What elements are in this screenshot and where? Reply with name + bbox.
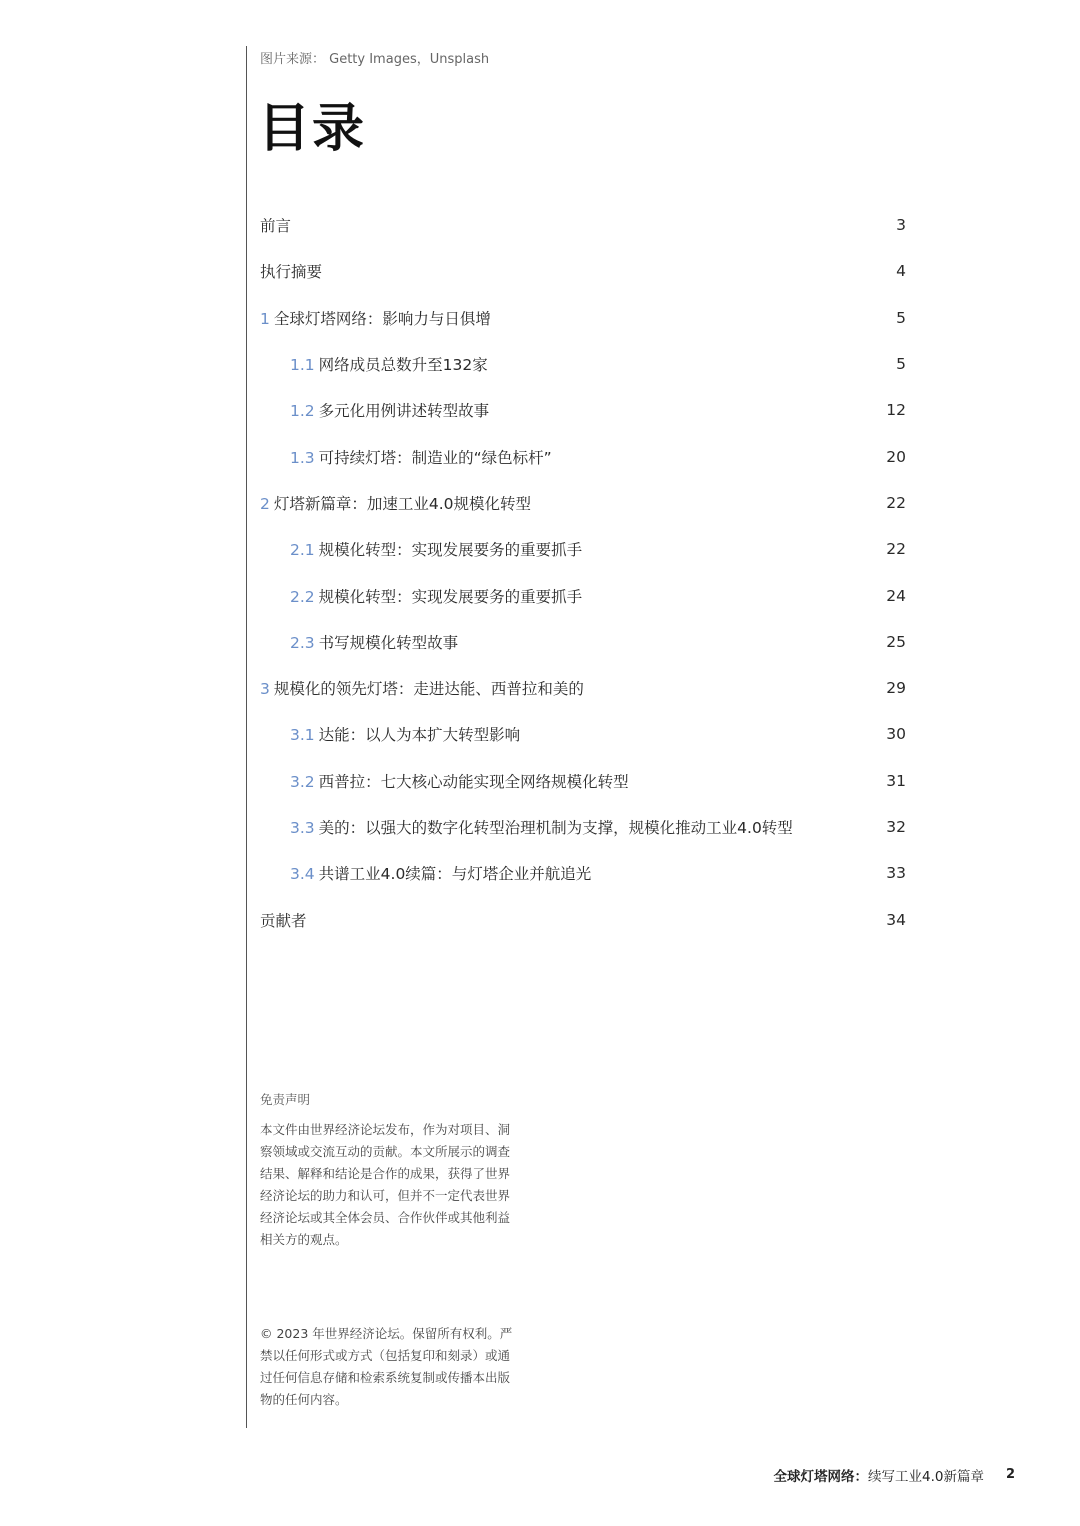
toc-entry-label	[260, 631, 458, 653]
toc-section-title: 可持续灯塔：制造业的“绿色标杆”	[318, 448, 552, 467]
toc-entry[interactable]	[260, 758, 906, 804]
toc-entry[interactable]	[260, 804, 906, 850]
toc-entry[interactable]	[260, 387, 906, 433]
toc-page-number: 22	[886, 540, 906, 559]
toc-page-number: 30	[886, 725, 906, 744]
toc-entry[interactable]	[260, 711, 906, 757]
toc-section-title: 多元化用例讲述转型故事	[318, 402, 490, 421]
toc-entry-label	[260, 723, 520, 745]
toc-entry-label	[260, 585, 582, 607]
toc-section-number: 1	[260, 309, 270, 328]
toc-entry[interactable]	[260, 572, 906, 618]
disclaimer-body: 本文件由世界经济论坛发布，作为对项目、洞察领域或交流互动的贡献。本文所展示的调查结果、解释和结论是合作的成果，获得了世界经济论坛的助力和认可，但并不一定代表世界经济论坛或其全体会员、合作伙伴或其他利益相关方的观点。	[260, 1122, 511, 1247]
toc-entry[interactable]	[260, 202, 906, 248]
toc-page-number: 32	[886, 818, 906, 836]
toc-page-number: 22	[886, 493, 906, 512]
vertical-rule	[246, 46, 247, 1428]
toc-page-number: 12	[886, 401, 906, 420]
toc-page-number: 5	[896, 308, 906, 327]
toc-entry[interactable]	[260, 480, 906, 526]
toc-page-number: 31	[886, 771, 906, 790]
toc-section-title: 规模化的领先灯塔：走进达能、西普拉和美的	[273, 680, 584, 699]
footer-title-bold: 全球灯塔网络：	[773, 1469, 869, 1485]
toc-entry-label	[260, 214, 291, 236]
toc-page-number: 5	[896, 355, 906, 374]
toc-section-number: 2.2	[290, 587, 315, 606]
page-number: 2	[1006, 1467, 1016, 1482]
toc-entry[interactable]	[260, 433, 906, 479]
toc-entry-label	[260, 260, 322, 282]
footer-title-rest: 续写工业4.0新篇章	[868, 1469, 984, 1485]
toc-section-title: 规模化转型：实现发展要务的重要抓手	[318, 587, 583, 606]
toc-entry-label	[260, 816, 793, 838]
toc-section-number: 3.4	[290, 865, 315, 884]
toc-section-title: 共谱工业4.0续篇：与灯塔企业并航追光	[318, 865, 592, 884]
disclaimer-title: 免责声明	[260, 1092, 311, 1107]
footer-title	[774, 1465, 984, 1485]
image-credit: 图片来源： Getty Images，Unsplash	[260, 52, 490, 67]
toc-page-number: 33	[886, 864, 906, 883]
toc-page-number: 25	[886, 632, 906, 651]
toc-entry-label	[260, 677, 584, 699]
toc-entry-label	[260, 909, 307, 931]
toc-section-number: 3.1	[290, 726, 315, 745]
toc-section-title: 全球灯塔网络：影响力与日俱增	[273, 309, 491, 328]
toc-entry[interactable]	[260, 619, 906, 665]
toc-section-number: 3.2	[290, 772, 315, 791]
page-title: 目录	[258, 99, 367, 159]
toc-entry[interactable]	[260, 665, 906, 711]
toc-entry-label	[260, 862, 591, 884]
toc-page-number: 29	[886, 679, 906, 698]
toc-entry-label	[260, 538, 582, 560]
toc-section-number: 2	[260, 494, 270, 513]
toc-section-title: 灯塔新篇章：加速工业4.0规模化转型	[273, 494, 532, 513]
toc-entry-label	[260, 307, 491, 329]
toc-section-title: 达能：以人为本扩大转型影响	[318, 726, 521, 745]
toc-page-number: 4	[896, 262, 906, 281]
toc-entry[interactable]	[260, 248, 906, 294]
toc-entry-label	[260, 492, 531, 514]
toc-section-title: 网络成员总数升至132家	[318, 356, 488, 375]
toc-section-number: 2.3	[290, 633, 315, 652]
toc-section-number: 1.1	[290, 356, 315, 375]
toc-page-number: 24	[886, 586, 906, 605]
toc-section-title: 贡献者	[260, 911, 307, 930]
toc-section-number: 3	[260, 680, 270, 699]
toc-section-title: 西普拉：七大核心动能实现全网络规模化转型	[318, 772, 629, 791]
toc-section-number: 3.3	[290, 819, 315, 837]
toc-section-title: 前言	[260, 217, 292, 236]
toc-section-title: 执行摘要	[260, 263, 323, 282]
toc-entry[interactable]	[260, 295, 906, 341]
toc-section-title: 规模化转型：实现发展要务的重要抓手	[318, 541, 583, 560]
toc-entry[interactable]	[260, 526, 906, 572]
toc-section-number: 2.1	[290, 541, 315, 560]
copyright-notice: © 2023 年世界经济论坛。保留所有权利。严禁以任何形式或方式（包括复印和刻录）或通过任何信息存储和检索系统复制或传播本出版物的任何内容。	[260, 1326, 513, 1407]
toc-page-number: 3	[896, 216, 906, 235]
toc-section-number: 1.2	[290, 402, 315, 421]
toc-entry[interactable]	[260, 341, 906, 387]
toc-section-title: 书写规模化转型故事	[318, 633, 459, 652]
toc-section-title: 美的：以强大的数字化转型治理机制为支撑，规模化推动工业4.0转型	[318, 819, 793, 837]
toc-page-number: 34	[886, 910, 906, 929]
toc-entry-label	[260, 399, 489, 421]
table-of-contents	[260, 202, 906, 943]
toc-entry-label	[260, 446, 552, 468]
toc-page-number: 20	[886, 447, 906, 466]
toc-entry-label	[260, 353, 488, 375]
toc-entry-label	[260, 770, 629, 792]
toc-entry[interactable]	[260, 896, 906, 942]
toc-section-number: 1.3	[290, 448, 315, 467]
toc-entry[interactable]	[260, 850, 906, 896]
